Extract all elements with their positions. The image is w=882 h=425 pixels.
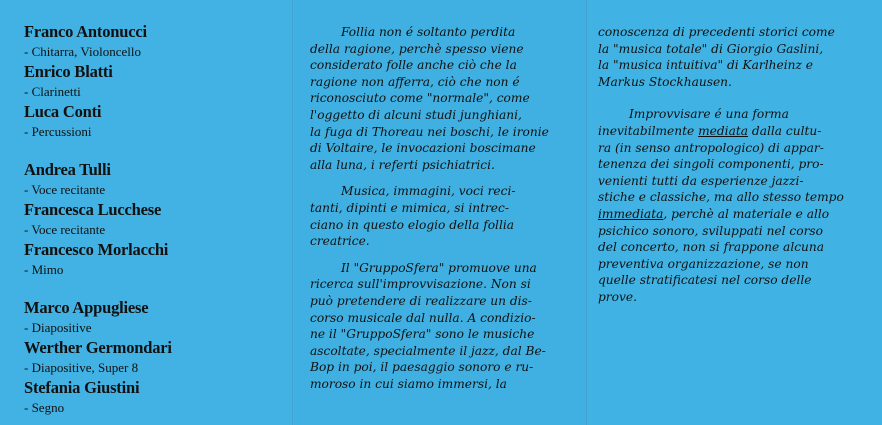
essay-text: Improvvisare é una forma inevitabilmente <box>598 107 789 138</box>
essay-paragraph: Musica, immagini, voci reci- tanti, dipinti e mimica, si intrec- ciano in questo elogio della follia creatrice. <box>310 184 516 249</box>
performers-panel <box>0 0 294 425</box>
essay-paragraph <box>598 106 882 305</box>
essay-text: dalla cultu- ra (in senso antropologico) di appar- tenenza dei singoli componenti, pro- venienti tutti da esperienze jazzi- stiche e classiche, ma allo stesso tempo <box>598 123 844 205</box>
performer-role: - Diapositive <box>24 320 92 335</box>
performer-name: Werther Germondari <box>24 338 172 357</box>
performer-name: Franco Antonucci <box>24 22 147 41</box>
essay-text: , perchè al materiale e allo psichico sonoro, sviluppati nel corso del concerto, non si frappone alcuna preventiva organizzazione, se non quelle stratificatesi nel corso delle prove. <box>598 206 830 304</box>
performer-name: Francesco Morlacchi <box>24 240 169 259</box>
performer-group <box>24 298 294 418</box>
performer-name: Marco Appugliese <box>24 298 149 317</box>
performer-name: Stefania Giustini <box>24 378 140 397</box>
underlined-term: immediata <box>598 206 664 221</box>
performer-role: - Voce recitante <box>24 222 106 237</box>
performer-group <box>24 22 294 142</box>
performer-name: Luca Conti <box>24 102 102 121</box>
performer-role: - Chitarra, Violoncello <box>24 44 142 59</box>
essay-paragraph: Il "GruppoSfera" promuove una ricerca sull'improvvisazione. Non si può pretendere di realizzare un dis- corso musicale dal nulla. A condizio- ne il "GruppoSfera" sono le musiche ascoltate, specialmente il jazz, dal Be- Bop in poi, il paesaggio sonoro e ru- moroso in cui siamo immersi, la <box>310 260 546 391</box>
performer-role: - Percussioni <box>24 124 92 139</box>
essay-panel-right <box>588 0 882 425</box>
performer-role: - Segno <box>24 400 65 415</box>
performer-name: Enrico Blatti <box>24 62 113 81</box>
essay-paragraph: Follia non é soltanto perdita della ragione, perchè spesso viene considerato folle anche ciò che la ragione non afferra, ciò che non é riconosciuto come "normale", come l'oggetto di alcuni studi junghiani, la fuga di Thoreau nei boschi, le ironie di Voltaire, le invocazioni boscimane alla luna, i referti psichiatrici. <box>310 25 549 172</box>
performer-role: - Diapositive, Super 8 <box>24 360 139 375</box>
performer-group <box>24 160 294 280</box>
performer-role: - Voce recitante <box>24 182 106 197</box>
performer-name: Andrea Tulli <box>24 160 111 179</box>
underlined-term: mediata <box>698 123 749 138</box>
essay-paragraph: conoscenza di precedenti storici come la "musica totale" di Giorgio Gaslini, la "musica intuitiva" di Karlheinz e Markus Stockhausen. <box>598 25 835 89</box>
performer-name: Francesca Lucchese <box>24 200 162 219</box>
performer-role: - Clarinetti <box>24 84 81 99</box>
performer-role: - Mimo <box>24 262 64 277</box>
essay-panel-middle <box>294 0 588 425</box>
